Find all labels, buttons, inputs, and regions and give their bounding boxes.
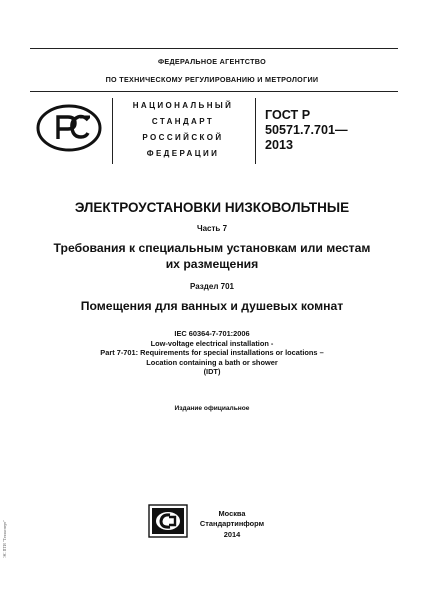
iec-line-4: Location containing a bath or shower [146, 357, 278, 367]
requirements-title-line-2: их размещения [165, 257, 259, 271]
rooms-title: Помещения для ванных и душевых комнат [80, 299, 344, 313]
standard-divider-right [255, 98, 256, 164]
standard-divider-left [112, 98, 113, 164]
iec-line-3: Part 7-701: Requirements for special installations or locations – [100, 348, 324, 358]
designation-prefix: ГОСТ Р [265, 108, 311, 122]
publisher-name: Стандартинформ [199, 519, 265, 528]
edition-label: Издание официальное [174, 405, 250, 412]
national-standard-line-2: СТАНДАРТ [151, 117, 215, 126]
iec-line-1: IEC 60364-7-701:2006 [174, 329, 250, 338]
section-label: Раздел 701 [190, 282, 234, 291]
header-top-rule [30, 48, 398, 49]
part-label: Часть 7 [196, 224, 228, 233]
national-standard-line-3: РОССИЙСКОЙ [142, 133, 224, 142]
standard-designation [265, 108, 348, 153]
publisher-city: Москва [218, 509, 246, 518]
gost-r-logo-icon [36, 104, 102, 152]
agency-name: ФЕДЕРАЛЬНОЕ АГЕНТСТВО [157, 57, 266, 66]
designation-number: 50571.7.701— [265, 123, 348, 137]
iec-line-2: Low-voltage electrical installation - [150, 338, 274, 348]
iec-reference [0, 329, 424, 377]
standartinform-logo-icon [148, 504, 188, 538]
main-title: ЭЛЕКТРОУСТАНОВКИ НИЗКОВОЛЬТНЫЕ [74, 200, 350, 215]
national-standard-line-4: ФЕДЕРАЦИИ [146, 149, 220, 158]
requirements-title-line-1: Требования к специальным установкам или местам [53, 241, 371, 255]
gost-r-logo [36, 104, 102, 152]
national-standard-line-1: НАЦИОНАЛЬНЫЙ [132, 101, 234, 110]
header-bottom-rule [30, 91, 398, 92]
side-watermark-note: ЭС ПТИ "Техэксперт" [2, 520, 7, 558]
iec-line-5: (IDT) [203, 367, 221, 377]
agency-subtitle: ПО ТЕХНИЧЕСКОМУ РЕГУЛИРОВАНИЮ И МЕТРОЛОГИИ [105, 75, 319, 84]
publisher-logo [148, 504, 188, 538]
publisher-year: 2014 [223, 530, 241, 539]
designation-year: 2013 [265, 138, 294, 152]
